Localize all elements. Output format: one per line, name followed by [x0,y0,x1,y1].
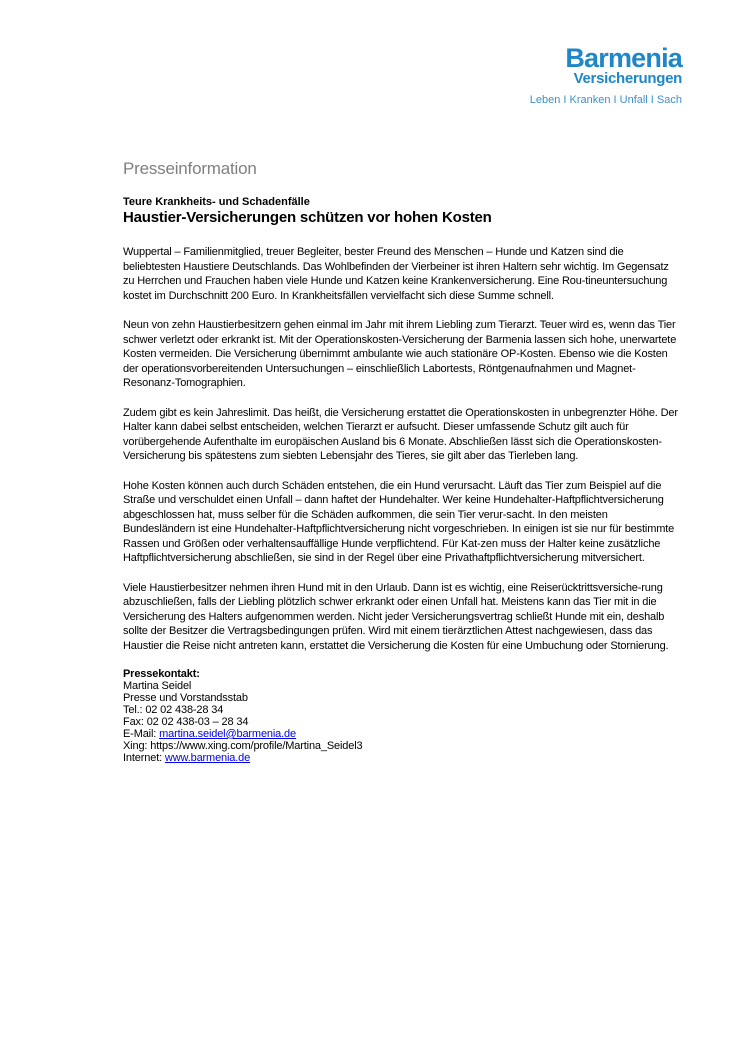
press-release [123,158,679,764]
contact-email-label: E-Mail: [123,728,160,740]
contact-internet-label: Internet: [123,752,165,764]
logo-name: Barmenia [565,43,682,73]
subheadline: Teure Krankheits- und Schadenfälle [123,196,310,208]
contact-internet-link[interactable]: www.barmenia.de [164,752,251,764]
press-contact [123,668,679,764]
page-title: Presseinformation [123,159,257,178]
paragraph: Zudem gibt es kein Jahreslimit. Das heißt, die Versicherung erstattet die Operationskosten in unbegrenzter Höhe. Der Halter kann dabei selbst entscheiden, welchen Tierarzt er aufsucht. Dieser umfassende Schutz gilt auch für vorübergehende Aufenthalte im europäischen Ausland bis 6 Monate. Abschließen lässt sich die Operationskosten-Versicherung bis spätestens zum siebten Lebensjahr des Tieres, sie gilt aber das Tierleben lang. [123,406,678,462]
contact-email-row [123,728,679,740]
contact-department: Presse und Vorstandsstab [123,692,248,704]
contact-internet-row [123,752,679,764]
logo-sub: Versicherungen [573,70,682,87]
contact-xing: Xing: https://www.xing.com/profile/Martina_Seidel3 [123,740,363,752]
contact-heading: Pressekontakt: [123,668,200,680]
logo-tagline: Leben I Kranken I Unfall I Sach [529,94,682,106]
paragraph: Hohe Kosten können auch durch Schäden entstehen, die ein Hund verursacht. Läuft das Tier zum Beispiel auf die Straße und verschuldet einen Unfall – dann haftet der Hundehalter. Wer keine Hundehalter-Haftpflichtversicherung abgeschlossen hat, muss selber für die Schäden aufkommen, die sein Tier verur-sacht. In den meisten Bundesländern ist eine Hundehalter-Haftpflichtversicherung nicht vorgeschrieben. In einigen ist sie nur für bestimmte Rassen und Größen oder verhaltensauffällige Hunde verpflichtend. Für Kat-zen muss der Halter keine zusätzliche Haftpflichtversicherung abschließen, sie sind in der Regel über eine Privathaftpflichtversicherung mitversichert. [123,479,675,564]
contact-fax: Fax: 02 02 438-03 – 28 34 [123,716,249,728]
contact-email-link[interactable]: martina.seidel@barmenia.de [159,728,296,740]
paragraph: Viele Haustierbesitzer nehmen ihren Hund mit in den Urlaub. Dann ist es wichtig, eine Reiserücktrittsversiche-rung abzuschließen, falls der Liebling plötzlich schwer erkrankt oder einen Unfall hat. Meistens kann das Tier mit in die Versicherung des Halters aufgenommen werden. Nicht jeder Versicherungsvertrag schließt Hunde mit ein, deshalb sollte der Besitzer die Vertragsbedingungen prüfen. Wird mit einem tierärztlichen Attest nachgewiesen, dass das Haustier die Reise nicht antreten kann, erstattet die Versicherung die Kosten für eine Umbuchung oder Stornierung. [123,581,669,652]
headline: Haustier-Versicherungen schützen vor hohen Kosten [123,209,492,226]
barmenia-logo [530,44,682,107]
paragraph: Wuppertal – Familienmitglied, treuer Begleiter, bester Freund des Menschen – Hunde und Katzen sind die beliebtesten Haustiere Deutschlands. Das Wohlbefinden der Vierbeiner ist ihren Haltern sehr wichtig. Im Gegensatz zu Herrchen und Frauchen haben viele Hunde und Katzen keine Krankenversicherung. Eine Rou-tineuntersuchung kostet im Durchschnitt 200 Euro. In Krankheitsfällen vervielfacht sich diese Summe schnell. [123,246,669,302]
contact-name: Martina Seidel [123,680,192,692]
paragraph: Neun von zehn Haustierbesitzern gehen einmal im Jahr mit ihrem Liebling zum Tierarzt. Teuer wird es, wenn das Tier schwer verletzt oder erkrankt ist. Mit der Operationskosten-Versicherung der Barmenia lassen sich hohe, unerwartete Kosten vermeiden. Die Versicherung übernimmt ambulante wie auch stationäre OP-Kosten. Ebenso wie die Kosten der operationsvorbereitenden Untersuchungen – einschließlich Labortests, Röntgenaufnahmen und Magnet-Resonanz-Tomographien. [123,319,677,389]
contact-tel: Tel.: 02 02 438-28 34 [123,704,224,716]
